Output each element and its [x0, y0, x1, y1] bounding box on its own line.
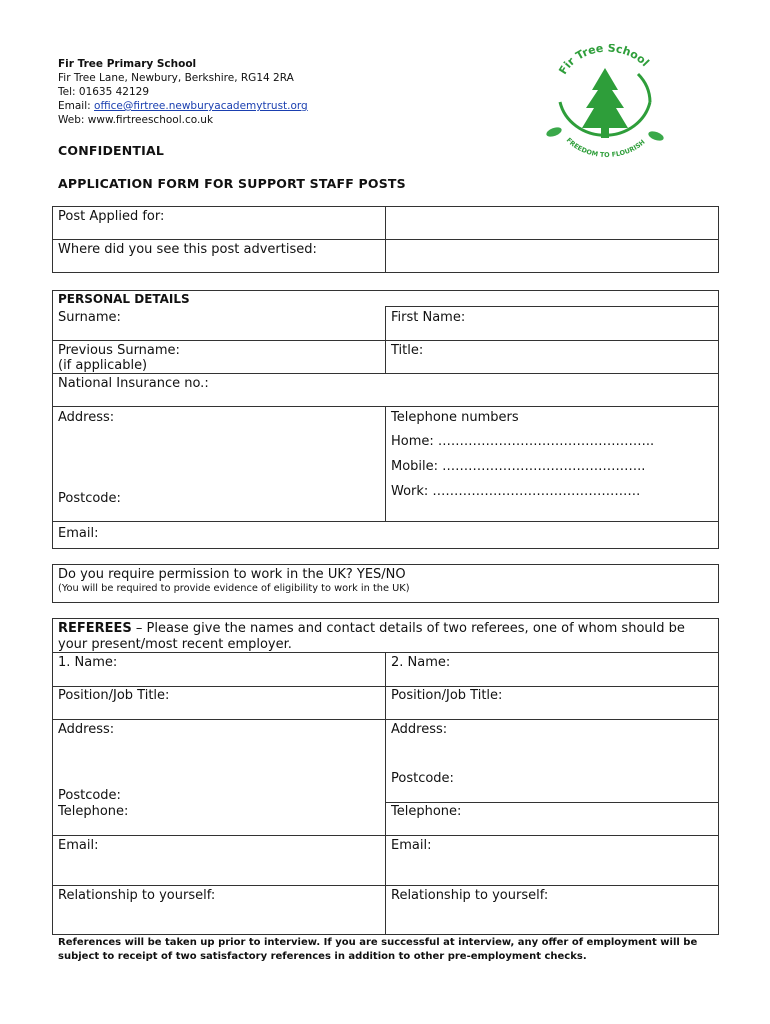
form-title: APPLICATION FORM FOR SUPPORT STAFF POSTS — [58, 176, 406, 191]
logo-bottom-text: FREEDOM TO FLOURISH — [564, 136, 647, 160]
referee1-relationship-label: Relationship to yourself: — [58, 888, 216, 903]
previous-surname-label: Previous Surname: — [58, 343, 180, 358]
email-label: Email: — [58, 526, 99, 541]
personal-details-heading: PERSONAL DETAILS — [58, 292, 190, 306]
home-phone-label: Home: ………………………………………….. — [391, 434, 655, 449]
referee1-email-label: Email: — [58, 838, 99, 853]
referee2-address-label: Address: — [391, 722, 448, 737]
referees-heading — [58, 621, 685, 636]
ni-label: National Insurance no.: — [58, 376, 209, 391]
title-label: Title: — [391, 343, 424, 358]
school-web: Web: www.firtreeschool.co.uk — [58, 114, 214, 126]
first-name-label: First Name: — [391, 310, 466, 325]
referee1-name-label: 1. Name: — [58, 655, 118, 670]
svg-text:FREEDOM TO FLOURISH — [565, 136, 647, 159]
confidential-heading: CONFIDENTIAL — [58, 143, 165, 158]
fir-tree-logo-icon — [540, 44, 670, 162]
school-address: Fir Tree Lane, Newbury, Berkshire, RG14 2RA — [58, 72, 294, 84]
referee1-telephone-label: Telephone: — [58, 804, 129, 819]
referee2-name-label: 2. Name: — [391, 655, 451, 670]
school-logo — [540, 44, 670, 162]
referee1-address-label: Address: — [58, 722, 115, 737]
permission-question: Do you require permission to work in the UK? YES/NO — [58, 567, 406, 582]
school-email-label: Email: — [58, 100, 95, 112]
referee2-position-label: Position/Job Title: — [391, 688, 503, 703]
advertised-label: Where did you see this post advertised: — [58, 242, 317, 257]
school-name: Fir Tree Primary School — [58, 58, 197, 70]
post-applied-field[interactable] — [387, 208, 717, 238]
school-email-link[interactable]: office@firtree.newburyacademytrust.org — [94, 100, 308, 112]
school-info — [58, 57, 308, 127]
advertised-field[interactable] — [387, 241, 717, 272]
referees-heading-line2: your present/most recent employer. — [58, 637, 292, 652]
work-phone-label: Work: ………………………………………… — [391, 484, 641, 499]
referee2-telephone-label: Telephone: — [391, 804, 462, 819]
telephone-numbers-label: Telephone numbers — [391, 410, 519, 425]
referees-heading-bold: REFEREES — [58, 621, 132, 636]
if-applicable-label: (if applicable) — [58, 358, 148, 373]
post-applied-label: Post Applied for: — [58, 209, 165, 224]
mobile-phone-label: Mobile: ……………………………………….. — [391, 459, 646, 474]
referees-heading-rest: – Please give the names and contact details of two referees, one of whom should be — [131, 621, 685, 636]
postcode-label: Postcode: — [58, 491, 121, 506]
school-tel: Tel: 01635 42129 — [58, 86, 150, 98]
surname-label: Surname: — [58, 310, 121, 325]
referee1-postcode-label: Postcode: — [58, 788, 121, 803]
logo-top-text: Fir Tree School — [556, 44, 652, 77]
referee2-postcode-label: Postcode: — [391, 771, 454, 786]
references-footnote: References will be taken up prior to interview. If you are successful at interview, any offer of employment will be subject to receipt of two satisfactory references in addition to other pre-employment checks. — [58, 937, 698, 962]
referee2-relationship-label: Relationship to yourself: — [391, 888, 549, 903]
referee2-email-label: Email: — [391, 838, 432, 853]
address-label: Address: — [58, 410, 115, 425]
permission-note: (You will be required to provide evidence of eligibility to work in the UK) — [58, 583, 410, 594]
referee1-position-label: Position/Job Title: — [58, 688, 170, 703]
